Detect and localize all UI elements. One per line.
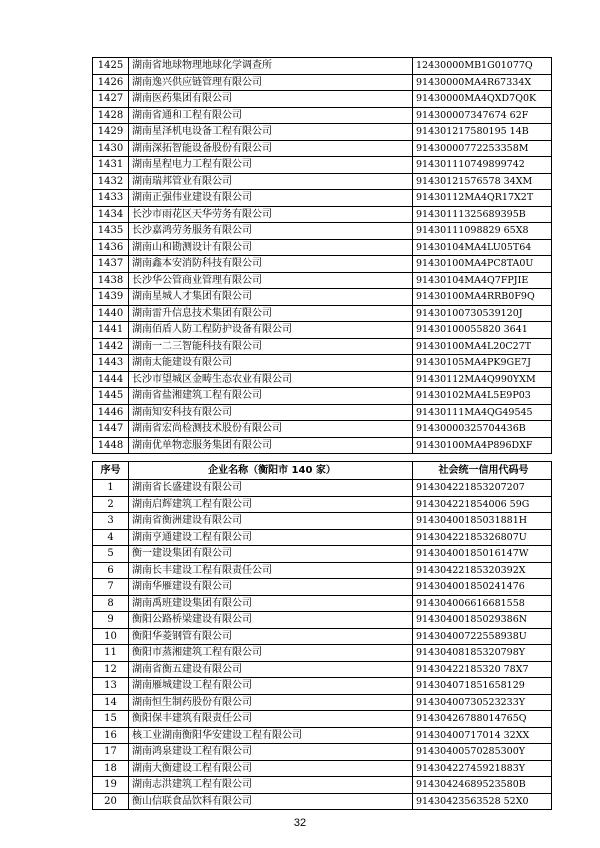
- row-credit-code: 91430400185029386N: [413, 612, 552, 629]
- header-credit-code: 社会统一信用代码号: [413, 462, 552, 480]
- row-company-name: 湖南逸兴供应链管理有限公司: [129, 74, 413, 91]
- table-row: [93, 206, 552, 223]
- row-company-name: 湖南雷升信息技术集团有限公司: [129, 305, 413, 322]
- table-row: [93, 661, 552, 678]
- row-credit-code: 91430423563528 52X0: [413, 793, 552, 810]
- row-company-name: 湖南深拓智能设备股份有限公司: [129, 140, 413, 157]
- table-row: [93, 421, 552, 438]
- row-serial: 5: [93, 546, 129, 563]
- row-credit-code: 91430424689523580B: [413, 777, 552, 794]
- row-credit-code: 914304221853207207: [413, 480, 552, 497]
- row-company-name: 湖南亨通建设工程有限公司: [129, 529, 413, 546]
- row-company-name: 湖南省地球物理地球化学调查所: [129, 58, 413, 75]
- row-company-name: 长沙市雨花区天华劳务有限公司: [129, 206, 413, 223]
- row-credit-code: 91430400185016147W: [413, 546, 552, 563]
- table-row: [93, 388, 552, 405]
- row-credit-code: 91430426788014765Q: [413, 711, 552, 728]
- header-company-name: 企业名称（衡阳市 140 家）: [129, 462, 413, 480]
- row-serial: 1435: [93, 223, 129, 240]
- row-serial: 1430: [93, 140, 129, 157]
- row-company-name: 核工业湖南衡阳华安建设工程有限公司: [129, 727, 413, 744]
- row-credit-code: 91430000325704436B: [413, 421, 552, 438]
- row-company-name: 湖南鑫本安消防科技有限公司: [129, 256, 413, 273]
- row-serial: 13: [93, 678, 129, 695]
- row-serial: 1428: [93, 107, 129, 124]
- table-row: [93, 595, 552, 612]
- row-credit-code: 91430400570285300Y: [413, 744, 552, 761]
- row-credit-code: 914304221854006 59G: [413, 496, 552, 513]
- row-serial: 10: [93, 628, 129, 645]
- row-serial: 1443: [93, 355, 129, 372]
- enterprise-table-continued: [92, 57, 552, 454]
- table-row: [93, 74, 552, 91]
- row-company-name: 湖南星城人才集团有限公司: [129, 289, 413, 306]
- row-credit-code: 91430422185320 78X7: [413, 661, 552, 678]
- row-company-name: 湖南省宏尚检测技术股份有限公司: [129, 421, 413, 438]
- row-serial: 1438: [93, 272, 129, 289]
- row-credit-code: 91430422185326807U: [413, 529, 552, 546]
- row-company-name: 长沙嘉鸿劳务服务有限公司: [129, 223, 413, 240]
- table-row: [93, 157, 552, 174]
- row-company-name: 湖南长丰建设工程有限责任公司: [129, 562, 413, 579]
- row-credit-code: 91430112MA4Q990YXM: [413, 371, 552, 388]
- row-company-name: 衡阳公路桥梁建设有限公司: [129, 612, 413, 629]
- table-row: [93, 272, 552, 289]
- row-credit-code: 91430400717014 32XX: [413, 727, 552, 744]
- row-credit-code: 91430121576578 34XM: [413, 173, 552, 190]
- row-company-name: 湖南禹班建设集团有限公司: [129, 595, 413, 612]
- row-credit-code: 91430100MA4RRB0F9Q: [413, 289, 552, 306]
- row-company-name: 湖南正强伟业建设有限公司: [129, 190, 413, 207]
- table-row: [93, 678, 552, 695]
- row-credit-code: 91430000772253358M: [413, 140, 552, 157]
- row-serial: 20: [93, 793, 129, 810]
- row-serial: 1426: [93, 74, 129, 91]
- row-company-name: 湖南志洪建筑工程有限公司: [129, 777, 413, 794]
- row-company-name: 湖南医药集团有限公司: [129, 91, 413, 108]
- row-serial: 1444: [93, 371, 129, 388]
- row-serial: 1447: [93, 421, 129, 438]
- row-company-name: 湖南山和勘测设计有限公司: [129, 239, 413, 256]
- table-row: [93, 223, 552, 240]
- table-row: [93, 645, 552, 662]
- row-serial: 14: [93, 694, 129, 711]
- table-row: [93, 546, 552, 563]
- row-company-name: 湖南华雁建设有限公司: [129, 579, 413, 596]
- row-company-name: 湖南一二三智能科技有限公司: [129, 338, 413, 355]
- table-row: [93, 239, 552, 256]
- table-row: [93, 190, 552, 207]
- table-row: [93, 694, 552, 711]
- row-serial: 1440: [93, 305, 129, 322]
- row-company-name: 湖南瑞邦管业有限公司: [129, 173, 413, 190]
- row-serial: 1439: [93, 289, 129, 306]
- row-serial: 1448: [93, 437, 129, 454]
- table-row: [93, 140, 552, 157]
- row-credit-code: 91430111098829 65X8: [413, 223, 552, 240]
- row-serial: 6: [93, 562, 129, 579]
- row-company-name: 湖南启辉建筑工程有限公司: [129, 496, 413, 513]
- table-row: [93, 173, 552, 190]
- table-row: [93, 628, 552, 645]
- table-row: [93, 513, 552, 530]
- table-row: [93, 322, 552, 339]
- table-header-row: [93, 462, 552, 480]
- table-row: [93, 727, 552, 744]
- table-row: [93, 124, 552, 141]
- row-credit-code: 914304006616681558: [413, 595, 552, 612]
- row-credit-code: 91430104MA4LU05T64: [413, 239, 552, 256]
- row-credit-code: 914304001850241476: [413, 579, 552, 596]
- row-company-name: 湖南佰盾人防工程防护设备有限公司: [129, 322, 413, 339]
- row-credit-code: 91430102MA4L5E9P03: [413, 388, 552, 405]
- table-row: [93, 562, 552, 579]
- table-row: [93, 371, 552, 388]
- row-serial: 11: [93, 645, 129, 662]
- header-serial: 序号: [93, 462, 129, 480]
- row-credit-code: 91430000MA4QXD7Q0K: [413, 91, 552, 108]
- row-company-name: 湖南省通和工程有限公司: [129, 107, 413, 124]
- row-credit-code: 91430400185031881H: [413, 513, 552, 530]
- row-serial: 1431: [93, 157, 129, 174]
- table-row: [93, 777, 552, 794]
- row-company-name: 湖南知安科技有限公司: [129, 404, 413, 421]
- row-serial: 9: [93, 612, 129, 629]
- row-company-name: 湖南雁城建设工程有限公司: [129, 678, 413, 695]
- row-serial: 1: [93, 480, 129, 497]
- row-company-name: 衡阳市蒸湘建筑工程有限公司: [129, 645, 413, 662]
- row-serial: 1432: [93, 173, 129, 190]
- row-credit-code: 914300007347674 62F: [413, 107, 552, 124]
- row-credit-code: 914301110749899742: [413, 157, 552, 174]
- row-credit-code: 91430400730523233Y: [413, 694, 552, 711]
- row-company-name: 湖南优单物恋服务集团有限公司: [129, 437, 413, 454]
- row-serial: 1445: [93, 388, 129, 405]
- table-row: [93, 58, 552, 75]
- table-row: [93, 760, 552, 777]
- row-credit-code: 91430100055820 3641: [413, 322, 552, 339]
- row-serial: 1429: [93, 124, 129, 141]
- row-serial: 15: [93, 711, 129, 728]
- row-serial: 1434: [93, 206, 129, 223]
- row-company-name: 湖南鸿泉建设工程有限公司: [129, 744, 413, 761]
- row-serial: 1442: [93, 338, 129, 355]
- row-serial: 8: [93, 595, 129, 612]
- row-company-name: 湖南大衡建设工程有限公司: [129, 760, 413, 777]
- row-company-name: 衡阳保丰建筑有限责任公司: [129, 711, 413, 728]
- row-credit-code: 91430400722558938U: [413, 628, 552, 645]
- row-credit-code: 91430105MA4PK9GE7J: [413, 355, 552, 372]
- row-company-name: 湖南省盐湘建筑工程有限公司: [129, 388, 413, 405]
- row-credit-code: 91430422185320392X: [413, 562, 552, 579]
- table-row: [93, 338, 552, 355]
- table-row: [93, 480, 552, 497]
- row-credit-code: 91430100MA4P896DXF: [413, 437, 552, 454]
- table-row: [93, 711, 552, 728]
- row-serial: 1436: [93, 239, 129, 256]
- table-row: [93, 529, 552, 546]
- row-credit-code: 914301217580195 14B: [413, 124, 552, 141]
- row-serial: 18: [93, 760, 129, 777]
- enterprise-table-hengyang: [92, 461, 552, 810]
- table-row: [93, 107, 552, 124]
- row-credit-code: 91430111325689395B: [413, 206, 552, 223]
- table-row: [93, 404, 552, 421]
- table-row: [93, 744, 552, 761]
- row-serial: 1425: [93, 58, 129, 75]
- table-row: [93, 355, 552, 372]
- row-company-name: 长沙华公管商业管理有限公司: [129, 272, 413, 289]
- row-company-name: 湖南省衡洲建设有限公司: [129, 513, 413, 530]
- table-row: [93, 793, 552, 810]
- table-row: [93, 437, 552, 454]
- row-credit-code: 914304071851658129: [413, 678, 552, 695]
- row-serial: 3: [93, 513, 129, 530]
- table-row: [93, 612, 552, 629]
- row-credit-code: 91430000MA4R67334X: [413, 74, 552, 91]
- row-company-name: 衡山信联食品饮料有限公司: [129, 793, 413, 810]
- row-company-name: 湖南省长盛建设有限公司: [129, 480, 413, 497]
- row-credit-code: 91430111MA4QG49545: [413, 404, 552, 421]
- row-serial: 1446: [93, 404, 129, 421]
- row-serial: 16: [93, 727, 129, 744]
- table-row: [93, 579, 552, 596]
- row-credit-code: 91430104MA4Q7FPJIE: [413, 272, 552, 289]
- row-credit-code: 91430100MA4PC8TA0U: [413, 256, 552, 273]
- row-company-name: 长沙市望城区金畴生态农业有限公司: [129, 371, 413, 388]
- row-serial: 4: [93, 529, 129, 546]
- row-company-name: 湖南恒生制药股份有限公司: [129, 694, 413, 711]
- row-serial: 12: [93, 661, 129, 678]
- row-serial: 7: [93, 579, 129, 596]
- row-credit-code: 91430112MA4QR17X2T: [413, 190, 552, 207]
- row-serial: 2: [93, 496, 129, 513]
- table-row: [93, 496, 552, 513]
- row-credit-code: 91430408185320798Y: [413, 645, 552, 662]
- row-serial: 1437: [93, 256, 129, 273]
- row-company-name: 湖南省衡五建设有限公司: [129, 661, 413, 678]
- row-credit-code: 12430000MB1G01077Q: [413, 58, 552, 75]
- row-serial: 1433: [93, 190, 129, 207]
- row-serial: 17: [93, 744, 129, 761]
- row-company-name: 衡一建设集团有限公司: [129, 546, 413, 563]
- row-serial: 1441: [93, 322, 129, 339]
- table-row: [93, 305, 552, 322]
- row-credit-code: 91430422745921883Y: [413, 760, 552, 777]
- table-row: [93, 289, 552, 306]
- row-company-name: 湖南星泽机电设备工程有限公司: [129, 124, 413, 141]
- table-row: [93, 91, 552, 108]
- row-serial: 19: [93, 777, 129, 794]
- row-credit-code: 91430100730539120J: [413, 305, 552, 322]
- table-row: [93, 256, 552, 273]
- row-company-name: 衡阳华菱钢管有限公司: [129, 628, 413, 645]
- row-company-name: 湖南星程电力工程有限公司: [129, 157, 413, 174]
- row-company-name: 湖南太能建设有限公司: [129, 355, 413, 372]
- row-serial: 1427: [93, 91, 129, 108]
- page-number: 32: [293, 817, 307, 829]
- row-credit-code: 91430100MA4L20C27T: [413, 338, 552, 355]
